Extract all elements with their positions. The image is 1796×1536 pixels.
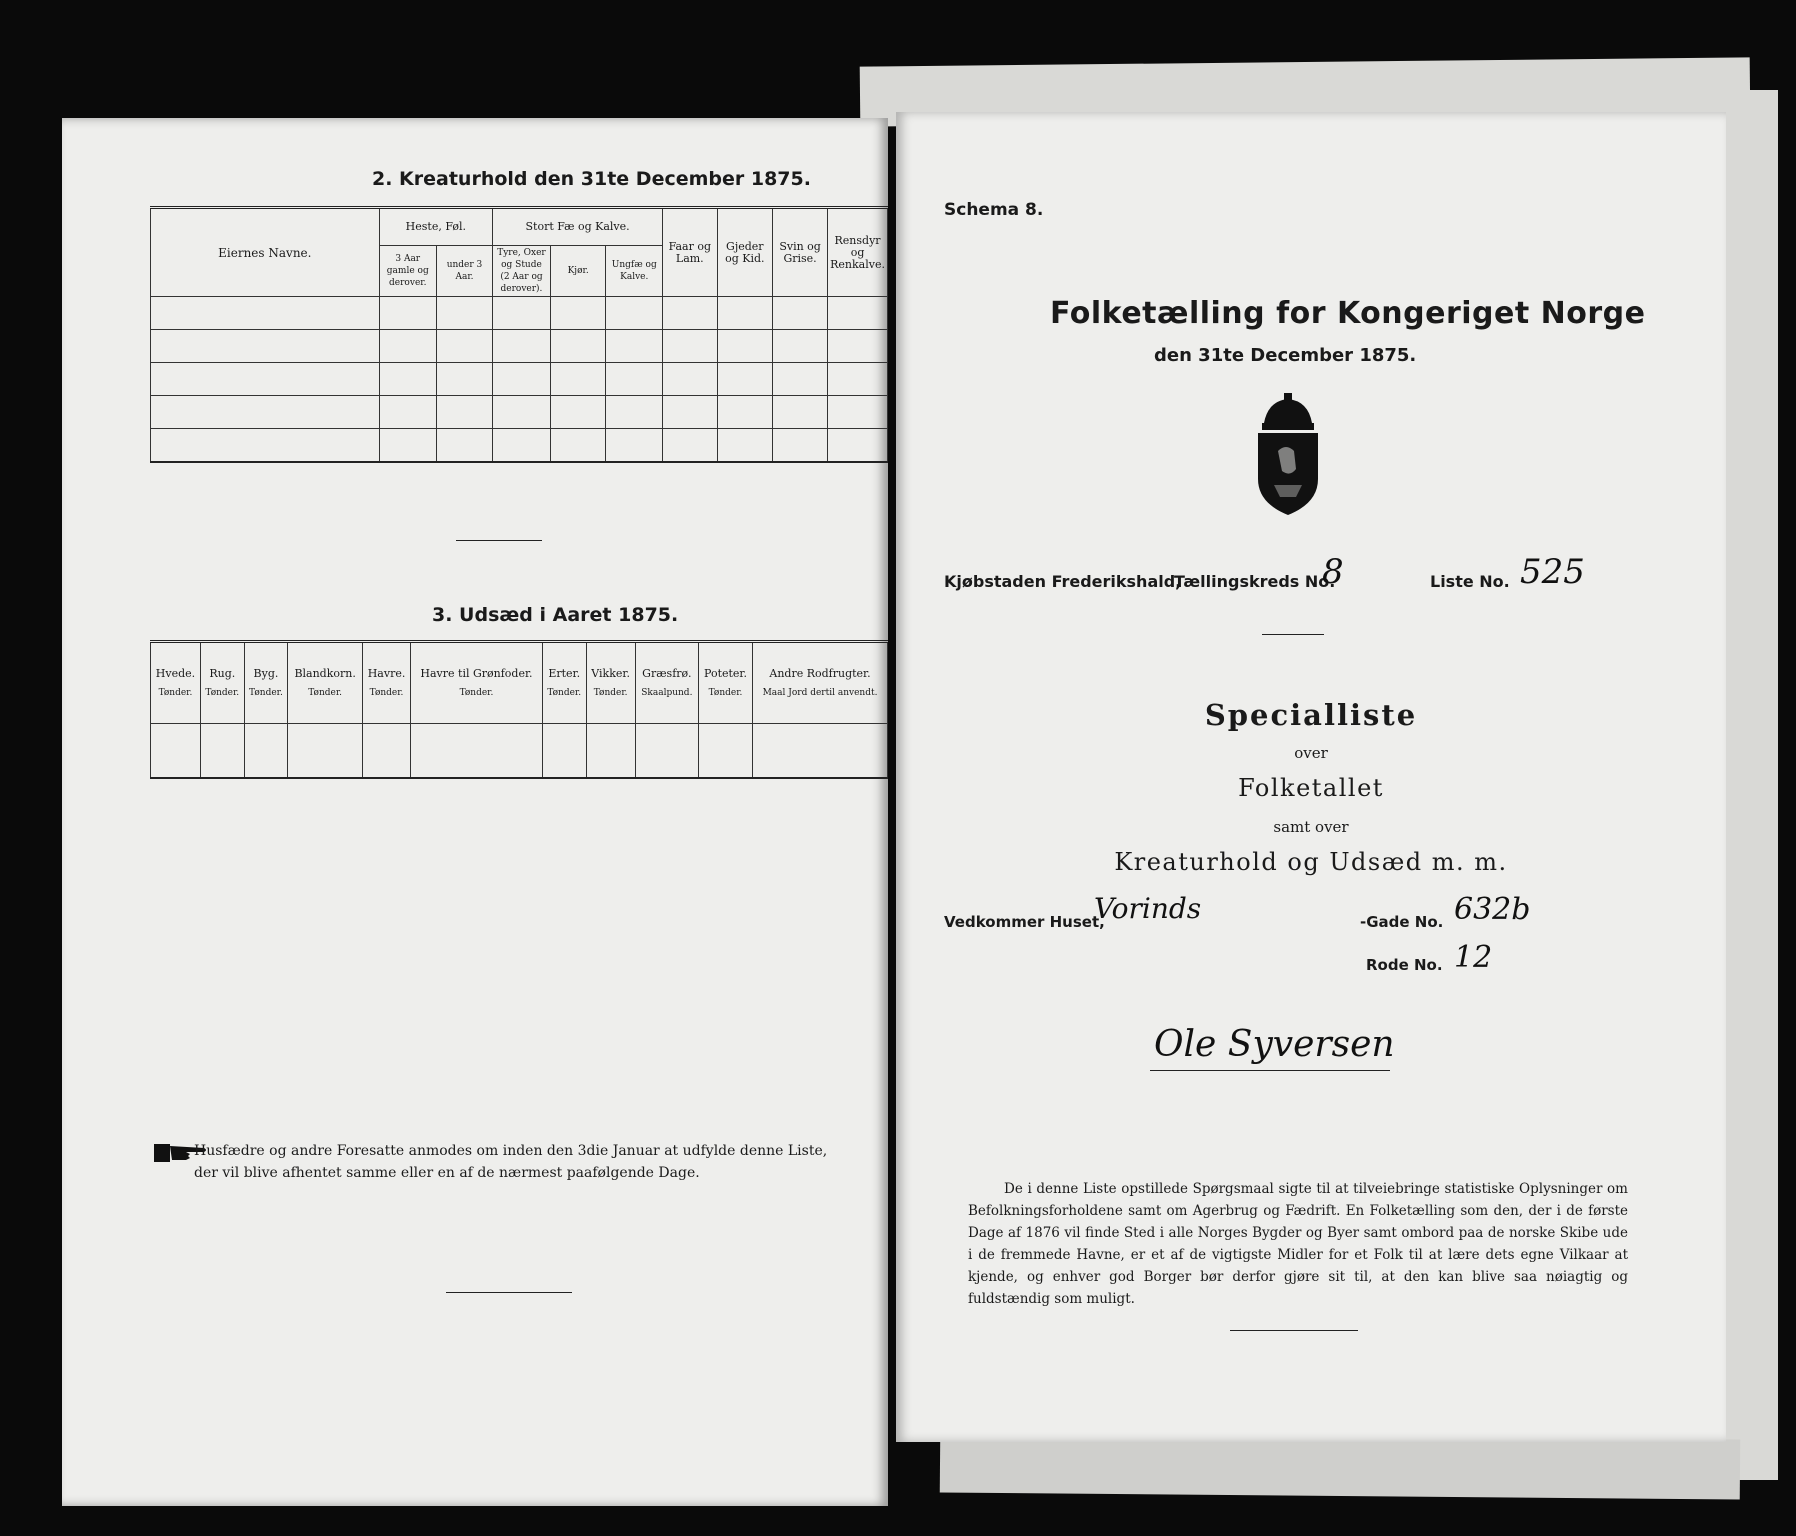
stort-sub3: Ungfæ og Kalve. (606, 246, 663, 297)
udsaed-cell (635, 724, 698, 778)
samt-over-text: samt over (1273, 818, 1349, 836)
divider (1230, 1330, 1358, 1331)
table-row (151, 396, 888, 429)
signature-line (1150, 1070, 1390, 1071)
udsaed-col-unit: Tønder. (158, 688, 193, 698)
kreaturhold-table (150, 206, 888, 463)
udsaed-col-header (753, 642, 888, 724)
udsaed-col-unit: Skaalpund. (641, 688, 693, 698)
svin-header: Svin og Grise. (773, 208, 828, 297)
notice-text: Husfædre og andre Foresatte anmodes om inden den 3die Januar at udfylde denne Liste, der vil blive afhentet samme eller en af de nærmest paafølgende Dage. (194, 1143, 828, 1181)
udsaed-col-name: Byg. (253, 667, 279, 680)
bleed-through-margin (140, 260, 240, 1460)
gade-value: 632b (1454, 892, 1531, 927)
rode-value: 12 (1454, 940, 1493, 975)
udsaed-col-unit: Tønder. (369, 688, 404, 698)
stort-fae-header: Stort Fæ og Kalve. (493, 208, 663, 246)
udsaed-col-header (288, 642, 363, 724)
huset-value: Vorinds (1094, 892, 1202, 925)
udsaed-cell (411, 724, 543, 778)
table-row (151, 297, 888, 330)
stort-sub2: Kjør. (550, 246, 606, 297)
specialliste-title: Specialliste (1204, 698, 1418, 732)
heste-sub2: under 3 Aar. (436, 246, 492, 297)
under-sheet-bottom (940, 1433, 1740, 1500)
udsaed-col-header (586, 642, 635, 724)
udsaed-col-unit: Tønder. (593, 688, 628, 698)
udsaed-col-header (542, 642, 586, 724)
kreds-label: Tællingskreds No. (1174, 572, 1336, 591)
divider (446, 1292, 572, 1293)
udsaed-col-unit: Tønder. (205, 688, 240, 698)
udsaed-col-name: Hvede. (155, 667, 196, 680)
census-date: den 31te December 1875. (1154, 345, 1417, 366)
udsaed-table (150, 640, 888, 779)
rensdyr-header: Rensdyr og Renkalve. (828, 208, 888, 297)
udsaed-col-name: Blandkorn. (294, 667, 356, 680)
gjeder-header: Gjeder og Kid. (717, 208, 773, 297)
udsaed-col-header (411, 642, 543, 724)
udsaed-col-unit: Tønder. (547, 688, 582, 698)
udsaed-col-name: Havre til Grønfoder. (420, 667, 533, 680)
udsaed-cell (753, 724, 888, 778)
kreds-value: 8 (1322, 552, 1344, 592)
udsaed-col-name: Vikker. (591, 667, 630, 680)
huset-label: Vedkommer Huset, (944, 913, 1105, 931)
udsaed-cell (244, 724, 288, 778)
udsaed-col-name: Poteter. (703, 667, 747, 680)
udsaed-col-name: Græsfrø. (642, 667, 692, 680)
divider (1262, 634, 1324, 635)
udsaed-cell (288, 724, 363, 778)
faar-header: Faar og Lam. (663, 208, 718, 297)
udsaed-col-header (635, 642, 698, 724)
section2-title: 2. Kreaturhold den 31te December 1875. (372, 168, 811, 190)
rode-label: Rode No. (1366, 956, 1443, 974)
udsaed-col-unit: Tønder. (708, 688, 743, 698)
udsaed-col-unit: Tønder. (249, 688, 283, 698)
signature: Ole Syversen (1154, 1024, 1395, 1065)
heste-header: Heste, Føl. (379, 208, 492, 246)
liste-value: 525 (1520, 552, 1585, 592)
divider (456, 540, 542, 541)
udsaed-col-name: Rug. (209, 667, 236, 680)
udsaed-cell (698, 724, 752, 778)
udsaed-col-name: Andre Rodfrugter. (769, 667, 871, 680)
liste-label: Liste No. (1430, 572, 1510, 591)
folketallet-text: Folketallet (1238, 774, 1384, 802)
udsaed-cell (363, 724, 411, 778)
udsaed-col-name: Erter. (548, 667, 581, 680)
table-row (151, 363, 888, 396)
udsaed-col-unit: Tønder. (308, 688, 343, 698)
udsaed-col-header (363, 642, 411, 724)
udsaed-col-header (244, 642, 288, 724)
coat-of-arms-icon (1250, 393, 1326, 517)
section3-title: 3. Udsæd i Aaret 1875. (432, 604, 679, 626)
kreaturhold-text: Kreaturhold og Udsæd m. m. (1114, 848, 1508, 876)
schema-label: Schema 8. (944, 200, 1044, 220)
udsaed-col-header (698, 642, 752, 724)
over-text: over (1294, 744, 1328, 762)
owner-col-header: Eiernes Navne. (151, 208, 380, 297)
stort-sub1: Tyre, Oxer og Stude (2 Aar og derover). (493, 246, 551, 297)
table-row (151, 330, 888, 363)
udsaed-col-unit: Tønder. (459, 688, 494, 698)
town-label: Kjøbstaden Frederikshald, (944, 572, 1182, 591)
intro-paragraph: De i denne Liste opstillede Spørgsmaal sigte til at tilveiebringe statistiske Oplysninger om Befolkningsforholdene samt om Agerbrug og Fædrift. En Folketælling som den, der i de første Dage af 1876 vil finde Sted i alle Norges Bygder og Byer samt ombord paa de norske Skibe ude i de fremmede Havne, er et af de vigtigste Midler for et Folk til at lære dets egne Vilkaar at kjende, og enhver god Borger bør derfor gjøre sit til, at den kan blive saa nøiagtig og fuldstændig som muligt. (968, 1181, 1628, 1307)
gade-label: -Gade No. (1360, 913, 1444, 931)
udsaed-col-name: Havre. (367, 667, 406, 680)
table-row (151, 724, 888, 778)
heste-sub1: 3 Aar gamle og derover. (379, 246, 436, 297)
udsaed-cell (542, 724, 586, 778)
census-title: Folketælling for Kongeriget Norge (1050, 296, 1646, 331)
table-row (151, 429, 888, 462)
udsaed-col-unit: Maal Jord dertil anvendt. (762, 688, 878, 698)
udsaed-cell (586, 724, 635, 778)
